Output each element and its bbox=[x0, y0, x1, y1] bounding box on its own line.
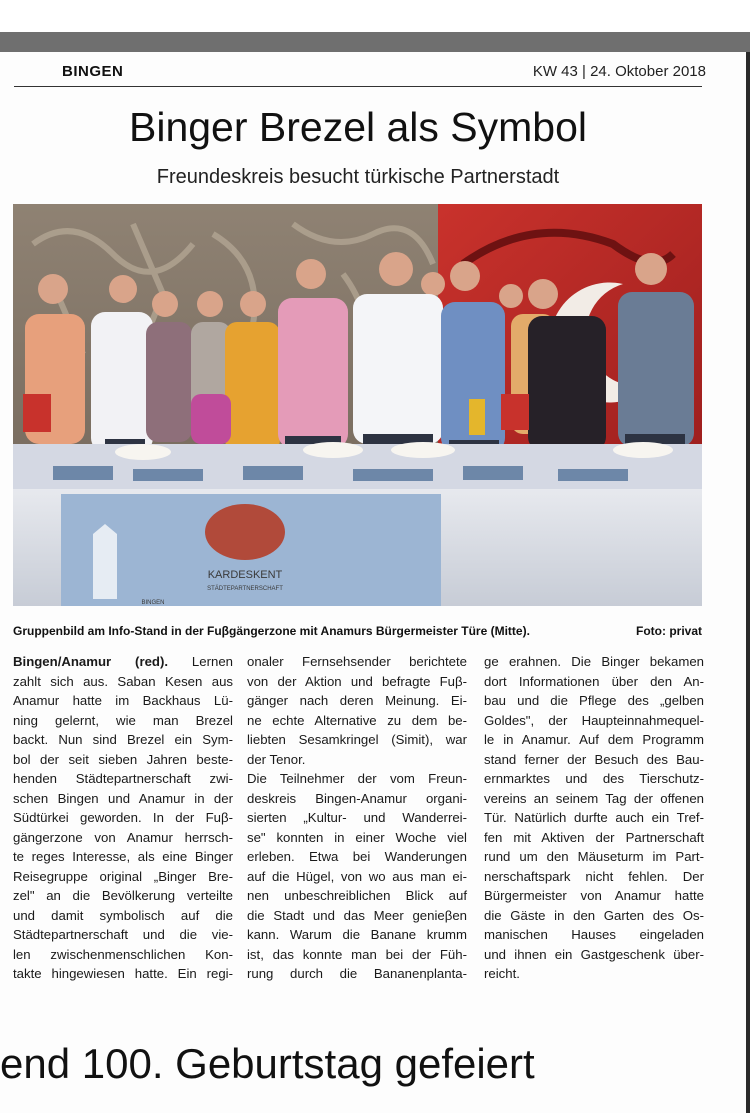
article-line: auf die Hügel, von wo aus man ei- bbox=[247, 868, 467, 884]
article-line: sierten „Kultur- und Wanderrei- bbox=[247, 810, 467, 825]
article-line: onaler Fernsehsender berichtete bbox=[247, 654, 467, 669]
banner-tower bbox=[93, 524, 117, 599]
article-line: und ihnen ein Gastgeschenk über- bbox=[484, 946, 704, 962]
article-line: gängerzone von Anamur herrsch- bbox=[13, 829, 233, 845]
banner-bottom: BINGEN bbox=[141, 600, 165, 606]
article-line: von der Aktion und befragte Fuβ- bbox=[247, 673, 467, 689]
article-column-2 bbox=[247, 652, 467, 984]
article-line: erleben. Etwa bei Wanderungen bbox=[247, 849, 467, 864]
article-line: zahlt sich aus. Saban Kesen aus bbox=[13, 673, 233, 689]
article-line: nerschaftspark nicht fehlen. Der bbox=[484, 868, 704, 884]
article-line: bau und die Pflege des „gelben bbox=[484, 693, 704, 708]
article-line: rung durch die Bananenplanta- bbox=[247, 966, 467, 981]
article-line: le in Anamur. Auf dem Programm bbox=[484, 732, 704, 747]
caption-text: Gruppenbild am Info-Stand in der Fuβgängerzone mit Anamurs Bürgermeister Türe (Mitte). bbox=[13, 624, 530, 638]
article-subheadline: Freundeskreis besucht türkische Partnerstadt bbox=[156, 166, 560, 188]
article-line: Anamur hatte im Backhaus Lü- bbox=[13, 693, 233, 708]
article-line: vereins an seinem Tag der offenen bbox=[484, 790, 704, 806]
photo-caption bbox=[13, 624, 702, 638]
viewer-background bbox=[0, 32, 750, 52]
article-line: Tür. Natürlich durfte auch ein Tref- bbox=[484, 810, 704, 825]
article-line: liebten Sesamkringel (Simit), war bbox=[247, 732, 467, 747]
article-line: gänger nach deren Meinung. Ei- bbox=[247, 693, 467, 708]
article-line: backt. Nun sind Brezel ein Sym- bbox=[13, 732, 233, 747]
article-line: zel" an die Bevölkerung verteilte bbox=[13, 888, 233, 903]
article-line: reicht. bbox=[484, 966, 520, 981]
article-line: ge erahnen. Die Binger bekamen bbox=[484, 654, 704, 669]
article-line: rund um den Mäuseturm im Part- bbox=[484, 849, 704, 864]
article-line: fen mit Aktiven der Partnerschaft bbox=[484, 829, 704, 845]
article-line: Südtürkei geworden. In der Fuβ- bbox=[13, 810, 233, 825]
article-line: schen Bingen und Anamur in der bbox=[13, 790, 233, 806]
header-rule bbox=[14, 86, 702, 87]
article-line: se" konnten in einer Woche viel bbox=[247, 829, 467, 845]
flower-vase bbox=[191, 394, 231, 444]
previous-page-strip bbox=[0, 0, 750, 32]
article-line: Bürgermeister von Anamur hatte bbox=[484, 888, 704, 903]
article-line: te reges Interesse, als eine Binger bbox=[13, 849, 233, 864]
article-line: ne echte Alternative zu dem be- bbox=[247, 712, 467, 728]
article-line: ist, das konnte man bei der Füh- bbox=[247, 946, 467, 962]
article-line: Goldes", der Haupteinnahmequel- bbox=[484, 712, 704, 728]
photo-credit: Foto: privat bbox=[636, 624, 702, 638]
article-line: die Gäste in den Garten des Os- bbox=[484, 907, 704, 923]
article-line: der Tenor. bbox=[247, 751, 306, 767]
article-line: manischen Hauses eingeladen bbox=[484, 927, 704, 942]
article-line: die Stadt und das Meer genieβen bbox=[247, 907, 467, 923]
page-edge-shadow bbox=[746, 52, 750, 1113]
banner-text: KARDESKENT bbox=[207, 569, 283, 581]
banner-pretzel-logo bbox=[205, 504, 285, 560]
article-line: takte hingewiesen hatte. Ein regi- bbox=[13, 966, 233, 981]
article-line: ernmarktes und des Tierschutz- bbox=[484, 771, 704, 786]
article-column-1 bbox=[13, 652, 233, 984]
article-line: bol der seit sieben Jahren beste- bbox=[13, 751, 233, 767]
article-line bbox=[13, 652, 233, 672]
section-label: BINGEN bbox=[62, 63, 124, 80]
article-line: len zwischenmenschlichen Kon- bbox=[13, 946, 233, 962]
article-headline: Binger Brezel als Symbol bbox=[128, 104, 588, 150]
issue-date: KW 43 | 24. Oktober 2018 bbox=[532, 63, 706, 80]
article-lead: Bingen/Anamur (red). bbox=[13, 654, 169, 669]
article-line: nen unbeschreiblichen Blick auf bbox=[247, 888, 467, 903]
next-article-headline: end 100. Geburtstag gefeiert bbox=[0, 1040, 535, 1087]
article-line: und damit symbolisch auf die bbox=[13, 907, 233, 923]
article-line: dort Informationen über den An- bbox=[484, 673, 704, 689]
article-line: henden Städtepartnerschaft zwi- bbox=[13, 771, 233, 786]
article-line: deskreis Bingen-Anamur organi- bbox=[247, 790, 467, 806]
article-line: Reisegruppe original „Binger Bre- bbox=[13, 868, 233, 884]
article-line: kann. Warum die Banane krumm bbox=[247, 927, 467, 942]
banner-subtext: STÄDTEPARTNERSCHAFT bbox=[207, 586, 283, 592]
article-line: Die Teilnehmer der vom Freun- bbox=[247, 771, 467, 786]
article-line: ning gelernt, wie man Brezel bbox=[13, 712, 233, 728]
article-line: stand ferner der Besuch des Bau- bbox=[484, 751, 704, 767]
article-lead-text: Lernen bbox=[191, 654, 233, 669]
article-column-3 bbox=[484, 652, 704, 984]
group-photo bbox=[13, 204, 702, 606]
article-line: Städtepartnerschaft und die vie- bbox=[13, 927, 233, 942]
